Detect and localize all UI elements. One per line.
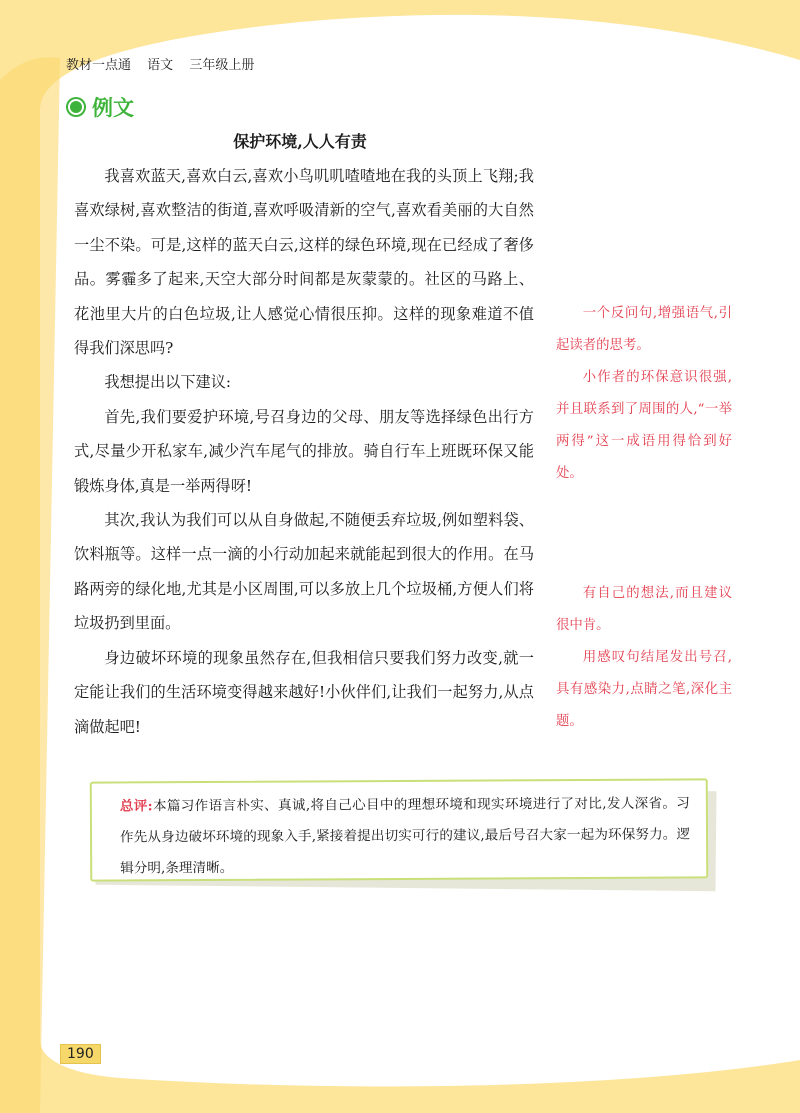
margin-note: 用感叹句结尾发出号召,具有感染力,点睛之笔,深化主题。 bbox=[556, 650, 732, 729]
essay-title: 保护环境,人人有责 bbox=[233, 132, 367, 151]
book-grade: 三年级上册 bbox=[189, 58, 255, 73]
page-number: 190 bbox=[60, 1044, 101, 1064]
section-title: 例文 bbox=[92, 96, 134, 120]
review-label: 总评: bbox=[119, 798, 153, 815]
essay-paragraph: 身边破坏环境的现象虽然存在,但我相信只要我们努力改变,就一定能让我们的生活环境变得越来越好!小伙伴们,让我们一起努力,从点滴做起吧! bbox=[74, 648, 534, 736]
section-bullet-icon bbox=[68, 99, 84, 115]
essay-paragraph: 其次,我认为我们可以从自身做起,不随便丢弃垃圾,例如塑料袋、饮料瓶等。这样一点一滴的小行动加起来就能起到很大的作用。在马路两旁的绿化地,尤其是小区周围,可以多放上几个垃圾桶,方便人们将垃圾扔到里面。 bbox=[74, 511, 534, 633]
book-header bbox=[66, 54, 266, 73]
essay-paragraph: 我喜欢蓝天,喜欢白云,喜欢小鸟叽叽喳喳地在我的头顶上飞翔;我喜欢绿树,喜欢整洁的街道,喜欢呼吸清新的空气,喜欢看美丽的大自然一尘不染。可是,这样的蓝天白云,这样的绿色环境,现在已经成了奢侈品。雾霾多了起来,天空大部分时间都是灰蒙蒙的。社区的马路上、花池里大片的白色垃圾,让人感觉心情很压抑。这样的现象难道不值得我们深思吗? bbox=[74, 167, 534, 358]
margin-note: 小作者的环保意识很强,并且联系到了周围的人,“一举两得”这一成语用得恰到好处。 bbox=[556, 370, 732, 481]
margin-note: 一个反问句,增强语气,引起读者的思考。 bbox=[556, 306, 732, 353]
review-box bbox=[90, 778, 709, 881]
review-text: 本篇习作语言朴实、真诚,将自己心目中的理想环境和现实环境进行了对比,发人深省。习作先从身边破坏环境的现象入手,紧接着提出切实可行的建议,最后号召大家一起为环保努力。逻辑分明,条理清晰。 bbox=[119, 795, 691, 877]
book-subject: 语文 bbox=[147, 58, 174, 73]
essay-paragraph: 我想提出以下建议: bbox=[104, 373, 232, 392]
essay-paragraph: 首先,我们要爱护环境,号召身边的父母、朋友等选择绿色出行方式,尽量少开私家车,减少汽车尾气的排放。骑自行车上班既环保又能锻炼身体,真是一举两得呀! bbox=[74, 407, 534, 495]
margin-notes bbox=[556, 298, 732, 738]
section-heading bbox=[68, 92, 134, 122]
book-name: 教材一点通 bbox=[66, 58, 132, 73]
essay-body bbox=[74, 159, 534, 744]
margin-note: 有自己的想法,而且建议很中肯。 bbox=[556, 586, 732, 633]
review-card bbox=[90, 780, 720, 890]
